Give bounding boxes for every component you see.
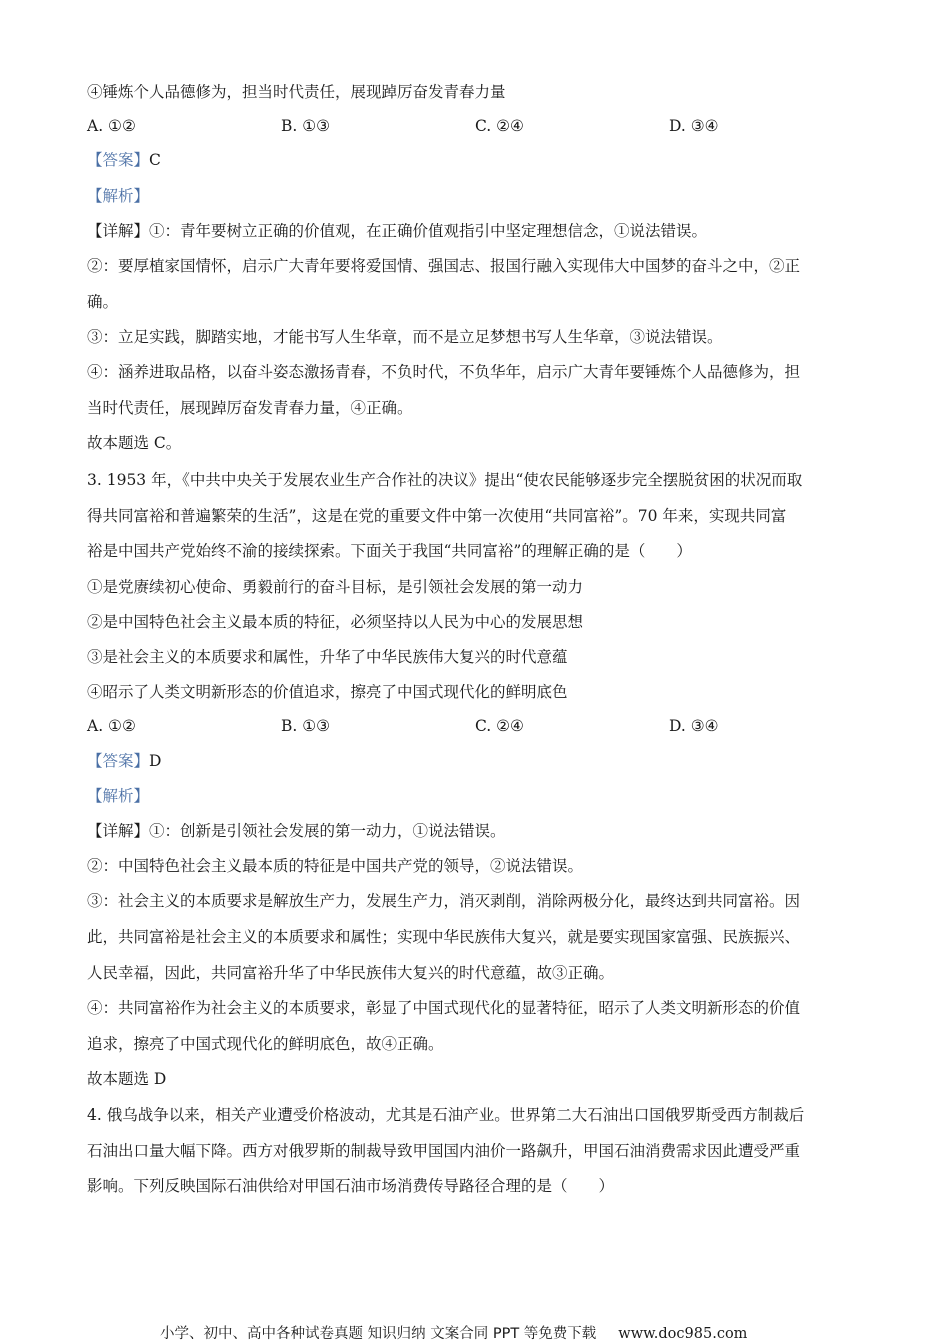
- q2-detail-line-1: [87, 221, 707, 241]
- q3-stem-line-2: 得共同富裕和普遍繁荣的生活”，这是在党的重要文件中第一次使用“共同富裕”。70 年来，实现共同富: [87, 507, 787, 525]
- footer-text: 小学、初中、高中各种试卷真题 知识归纳 文案合同 PPT 等免费下载: [160, 1326, 597, 1342]
- q2-detail-text-1: ①：青年要树立正确的价值观，在正确价值观指引中坚定理想信念，①说法错误。: [149, 222, 708, 240]
- q3-analysis-tag: 【解析】: [87, 787, 150, 805]
- q3-detail-line-3: ③：社会主义的本质要求是解放生产力，发展生产力，消灭剥削，消除两极分化，最终达到共同富裕。因: [87, 892, 801, 910]
- q3-detail-text-1: ①：创新是引领社会发展的第一动力，①说法错误。: [149, 822, 506, 840]
- q3-stem-line-1: 3. 1953 年，《中共中央关于发展农业生产合作社的决议》提出“使农民能够逐步完全摆脱贫困的状况而取: [87, 471, 803, 489]
- q3-option-a: A. ①②: [87, 717, 136, 735]
- q2-detail-line-5: ④：涵养进取品格，以奋斗姿态激扬青春，不负时代，不负华年，启示广大青年要锤炼个人品德修为，担: [87, 363, 801, 381]
- q2-option-a: A. ①②: [87, 117, 136, 135]
- footer-link[interactable]: www.doc985.com: [618, 1326, 748, 1342]
- q2-option-b: B. ①③: [281, 117, 331, 135]
- q3-item-2: ②是中国特色社会主义最本质的特征，必须坚持以人民为中心的发展思想: [87, 613, 584, 631]
- q3-answer-tag: 【答案】: [87, 752, 150, 770]
- q3-detail-tag: 【详解】: [87, 822, 150, 840]
- q2-detail-tag: 【详解】: [87, 222, 150, 240]
- q3-item-4: ④昭示了人类文明新形态的价值追求，擦亮了中国式现代化的鲜明底色: [87, 683, 568, 701]
- q3-answer: [87, 751, 161, 771]
- q4-stem-line-3: 影响。下列反映国际石油供给对甲国石油市场消费传导路径合理的是（ ）: [87, 1177, 615, 1195]
- q3-option-c: C. ②④: [475, 717, 524, 735]
- q3-option-d: D. ③④: [669, 717, 719, 735]
- q3-detail-line-6: ④：共同富裕作为社会主义的本质要求，彰显了中国式现代化的显著特征，昭示了人类文明新形态的价值: [87, 999, 801, 1017]
- page-footer: [160, 1322, 747, 1343]
- q2-detail-line-2: ②：要厚植家国情怀，启示广大青年要将爱国情、强国志、报国行融入实现伟大中国梦的奋斗之中，②正: [87, 257, 801, 275]
- q3-detail-line-1: [87, 821, 506, 841]
- q3-item-3: ③是社会主义的本质要求和属性，升华了中华民族伟大复兴的时代意蕴: [87, 648, 568, 666]
- q2-detail-line-3: 确。: [87, 293, 119, 311]
- q3-answer-value: D: [149, 752, 162, 770]
- q3-option-b: B. ①③: [281, 717, 331, 735]
- q2-answer-value: C: [149, 151, 161, 169]
- q2-answer-tag: 【答案】: [87, 151, 150, 169]
- q3-detail-line-2: ②：中国特色社会主义最本质的特征是中国共产党的领导，②说法错误。: [87, 857, 584, 875]
- q2-option-d: D. ③④: [669, 117, 719, 135]
- q3-detail-line-5: 人民幸福，因此，共同富裕升华了中华民族伟大复兴的时代意蕴，故③正确。: [87, 964, 615, 982]
- q2-detail-line-6: 当时代责任，展现踔厉奋发青春力量，④正确。: [87, 399, 413, 417]
- q2-options: [87, 116, 867, 136]
- q3-stem-line-3: 裕是中国共产党始终不渝的接续探索。下面关于我国“共同富裕”的理解正确的是（ ）: [87, 542, 692, 560]
- q3-item-1: ①是党赓续初心使命、勇毅前行的奋斗目标，是引领社会发展的第一动力: [87, 578, 584, 596]
- q2-detail-line-4: ③：立足实践，脚踏实地，才能书写人生华章，而不是立足梦想书写人生华章，③说法错误。: [87, 328, 723, 346]
- q2-analysis-tag: 【解析】: [87, 187, 150, 205]
- q3-detail-line-4: 此，共同富裕是社会主义的本质要求和属性；实现中华民族伟大复兴，就是要实现国家富强、民族振兴、: [87, 928, 801, 946]
- q2-option-c: C. ②④: [475, 117, 524, 135]
- q4-stem-line-1: 4. 俄乌战争以来，相关产业遭受价格波动，尤其是石油产业。世界第二大石油出口国俄罗斯受西方制裁后: [87, 1106, 805, 1124]
- q3-options: [87, 716, 867, 736]
- q2-conclusion: 故本题选 C。: [87, 434, 182, 452]
- q2-answer: [87, 150, 161, 170]
- q2-item-4: ④锤炼个人品德修为，担当时代责任，展现踔厉奋发青春力量: [87, 83, 506, 101]
- q4-stem-line-2: 石油出口量大幅下降。西方对俄罗斯的制裁导致甲国国内油价一路飙升，甲国石油消费需求因此遭受严重: [87, 1142, 801, 1160]
- q3-conclusion: 故本题选 D: [87, 1070, 167, 1088]
- q3-detail-line-7: 追求，擦亮了中国式现代化的鲜明底色，故④正确。: [87, 1035, 444, 1053]
